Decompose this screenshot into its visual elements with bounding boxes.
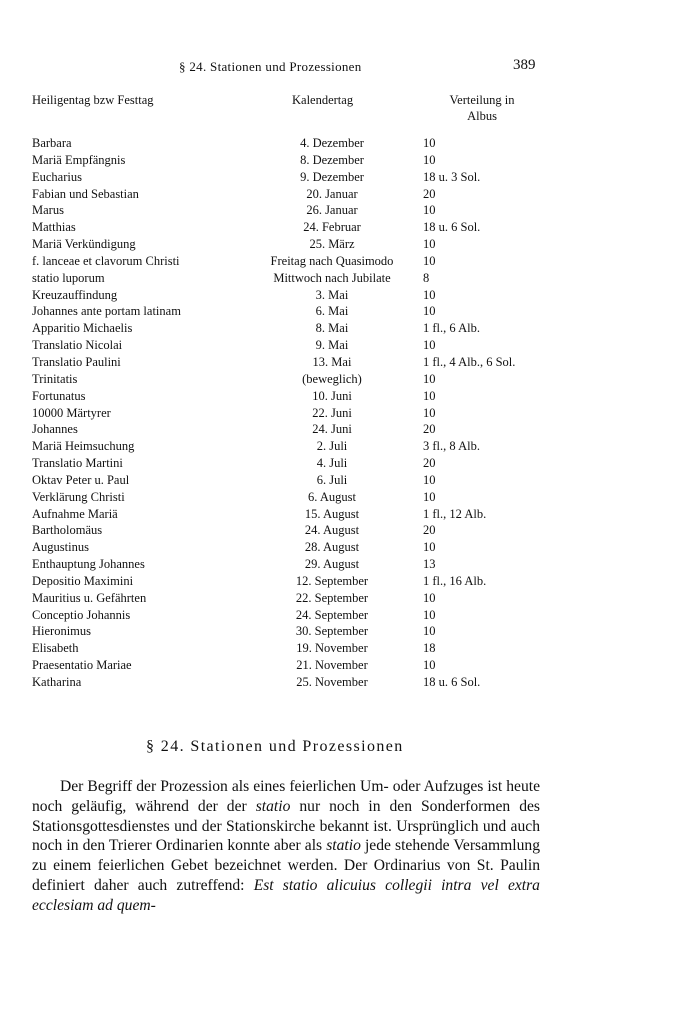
cell-distribution: 18 u. 3 Sol.: [423, 169, 481, 184]
cell-distribution: 10: [423, 203, 436, 218]
cell-distribution: 10: [423, 388, 436, 403]
cell-saint: Matthias: [32, 220, 76, 235]
table-row: [32, 607, 552, 624]
section-heading: § 24. Stationen und Prozessionen: [146, 738, 404, 755]
cell-saint: Kreuzauffindung: [32, 287, 118, 302]
cell-date: 2. Juli: [316, 439, 348, 454]
cell-saint: Elisabeth: [32, 641, 79, 656]
table-row: [32, 674, 552, 691]
latin-quotation: Est statio alicuius collegii intra vel extra ecclesiam ad quem-: [32, 876, 540, 914]
cell-saint: Translatio Martini: [32, 456, 123, 471]
cell-distribution: 3 fl., 8 Alb.: [423, 439, 480, 454]
cell-saint: Praesentatio Mariae: [32, 658, 132, 673]
cell-distribution: 20: [423, 422, 436, 437]
cell-saint: f. lanceae et clavorum Christi: [32, 253, 180, 268]
table-body: [32, 135, 552, 691]
emphasis-statio: statio: [255, 797, 291, 815]
cell-date: 24. August: [304, 523, 360, 538]
cell-distribution: 10: [423, 658, 436, 673]
cell-date: 6. August: [308, 489, 356, 504]
cell-distribution: 8: [423, 270, 430, 285]
table-row: [32, 489, 552, 506]
feast-distribution-table: [32, 92, 552, 689]
cell-date: 4. Juli: [316, 456, 348, 471]
paragraph-text: nur noch in den Sonderformen des Stationsgottesdienstes und der Stationskirche bekannt ist. Ursprünglich und auch noch in den Trierer Ordinarien konnte aber als: [32, 797, 540, 855]
table-row: [32, 270, 552, 287]
table-row: [32, 186, 552, 203]
cell-distribution: 10: [423, 304, 436, 319]
cell-distribution: 10: [423, 371, 436, 386]
table-row: [32, 253, 552, 270]
cell-date: 21. November: [296, 658, 368, 673]
cell-distribution: 20: [423, 523, 436, 538]
cell-date: 6. Juli: [316, 472, 348, 487]
table-row: [32, 657, 552, 674]
cell-date: 25. November: [296, 675, 368, 689]
cell-date: 24. Juni: [312, 422, 352, 437]
cell-saint: Conceptio Johannis: [32, 607, 131, 622]
table-row: [32, 152, 552, 169]
cell-saint: Fabian und Sebastian: [32, 186, 139, 201]
column-header-date: Kalendertag: [292, 93, 354, 107]
table-row: [32, 506, 552, 523]
running-head: § 24. Stationen und Prozessionen: [179, 59, 362, 74]
cell-saint: Hieronimus: [32, 624, 92, 639]
column-header-saint: Heiligentag bzw Festtag: [32, 93, 154, 107]
cell-date: 24. September: [295, 607, 369, 622]
cell-saint: Marus: [32, 203, 64, 218]
cell-saint: Mariä Empfängnis: [32, 152, 126, 167]
paragraph-text: jede stehende Versammlung zu einem feierlichen Gebet bezeichnet werden. Der Ordinarius von St. Paulin definiert daher auch zutreffend:: [32, 837, 541, 894]
table-row: [32, 455, 552, 472]
cell-saint: Augustinus: [32, 540, 89, 555]
cell-saint: Verklärung Christi: [32, 489, 125, 504]
cell-date: 12. September: [295, 573, 369, 588]
cell-date: 22. Juni: [312, 405, 352, 420]
cell-saint: Fortunatus: [32, 388, 86, 403]
table-header: [32, 92, 552, 130]
cell-saint: Oktav Peter u. Paul: [32, 472, 130, 487]
cell-date: 28. August: [304, 540, 360, 555]
table-row: [32, 388, 552, 405]
table-row: [32, 219, 552, 236]
table-row: [32, 522, 552, 539]
table-row: [32, 623, 552, 640]
table-row: [32, 405, 552, 422]
cell-distribution: 10: [423, 136, 436, 150]
cell-date: 26. Januar: [306, 203, 358, 218]
table-row: [32, 287, 552, 304]
table-row: [32, 539, 552, 556]
column-header-distribution-line2: Albus: [467, 109, 497, 123]
cell-saint: Translatio Paulini: [32, 354, 121, 369]
cell-saint: Johannes: [32, 422, 78, 437]
cell-date: 3. Mai: [315, 287, 349, 302]
cell-distribution: 10: [423, 253, 436, 268]
cell-date: 29. August: [304, 557, 360, 572]
column-header-distribution: [432, 92, 532, 124]
cell-date: (beweglich): [302, 371, 362, 386]
body-text: [32, 777, 540, 916]
cell-date: 9. Dezember: [300, 169, 364, 184]
table-row: [32, 236, 552, 253]
column-header-distribution-line1: Verteilung in: [449, 93, 515, 107]
cell-distribution: 18 u. 6 Sol.: [423, 675, 481, 689]
table-row: [32, 135, 552, 152]
table-row: [32, 573, 552, 590]
cell-distribution: 10: [423, 472, 436, 487]
cell-saint: Eucharius: [32, 169, 82, 184]
cell-distribution: 10: [423, 287, 436, 302]
cell-distribution: 18 u. 6 Sol.: [423, 220, 481, 235]
cell-date: Freitag nach Quasimodo: [270, 253, 394, 268]
paragraph: [32, 777, 540, 916]
cell-distribution: 20: [423, 186, 436, 201]
cell-distribution: 13: [423, 557, 436, 572]
cell-date: Mittwoch nach Jubilate: [273, 270, 391, 285]
cell-date: 20. Januar: [306, 186, 358, 201]
cell-saint: Trinitatis: [32, 371, 78, 386]
table-row: [32, 169, 552, 186]
cell-distribution: 1 fl., 4 Alb., 6 Sol.: [423, 354, 516, 369]
cell-distribution: 1 fl., 16 Alb.: [423, 573, 487, 588]
cell-saint: Depositio Maximini: [32, 573, 134, 588]
cell-distribution: 1 fl., 12 Alb.: [423, 506, 487, 521]
table-row: [32, 303, 552, 320]
cell-distribution: 18: [423, 641, 436, 656]
cell-distribution: 10: [423, 237, 436, 252]
paragraph-text: Der Begriff der Prozession als eines feierlichen Um- oder Aufzuges ist heute noch geläufig, während der der: [32, 778, 540, 815]
cell-date: 30. September: [295, 624, 369, 639]
table-row: [32, 337, 552, 354]
emphasis-statio: statio: [326, 837, 361, 855]
table-row: [32, 421, 552, 438]
cell-date: 10. Juni: [312, 388, 352, 403]
cell-date: 24. Februar: [303, 220, 361, 235]
cell-distribution: 20: [423, 456, 436, 471]
cell-date: 8. Dezember: [300, 152, 364, 167]
cell-saint: Katharina: [32, 675, 82, 689]
page-number: 389: [513, 57, 536, 73]
cell-saint: Mariä Heimsuchung: [32, 439, 135, 454]
table-row: [32, 354, 552, 371]
cell-saint: 10000 Märtyrer: [32, 405, 111, 420]
cell-distribution: 1 fl., 6 Alb.: [423, 321, 480, 336]
cell-date: 19. November: [296, 641, 368, 656]
cell-distribution: 10: [423, 489, 436, 504]
table-row: [32, 438, 552, 455]
cell-date: 22. September: [295, 590, 369, 605]
cell-saint: statio luporum: [32, 270, 105, 285]
table-row: [32, 590, 552, 607]
cell-distribution: 10: [423, 590, 436, 605]
table-row: [32, 640, 552, 657]
cell-saint: Barbara: [32, 136, 72, 150]
table-row: [32, 556, 552, 573]
cell-date: 13. Mai: [312, 354, 352, 369]
cell-distribution: 10: [423, 624, 436, 639]
cell-distribution: 10: [423, 540, 436, 555]
cell-date: 15. August: [304, 506, 360, 521]
table-row: [32, 320, 552, 337]
cell-date: 8. Mai: [315, 321, 349, 336]
cell-saint: Mariä Verkündigung: [32, 237, 136, 252]
cell-date: 9. Mai: [315, 338, 349, 353]
cell-saint: Aufnahme Mariä: [32, 506, 118, 521]
cell-saint: Translatio Nicolai: [32, 338, 123, 353]
cell-distribution: 10: [423, 405, 436, 420]
cell-date: 4. Dezember: [300, 136, 364, 150]
cell-saint: Johannes ante portam latinam: [32, 304, 181, 319]
table-row: [32, 472, 552, 489]
cell-distribution: 10: [423, 338, 436, 353]
cell-saint: Mauritius u. Gefährten: [32, 590, 147, 605]
cell-saint: Bartholomäus: [32, 523, 103, 538]
cell-saint: Apparitio Michaelis: [32, 321, 133, 336]
table-row: [32, 202, 552, 219]
cell-saint: Enthauptung Johannes: [32, 557, 145, 572]
cell-date: 25. März: [309, 237, 355, 252]
table-row: [32, 371, 552, 388]
cell-distribution: 10: [423, 607, 436, 622]
cell-distribution: 10: [423, 152, 436, 167]
cell-date: 6. Mai: [315, 304, 349, 319]
